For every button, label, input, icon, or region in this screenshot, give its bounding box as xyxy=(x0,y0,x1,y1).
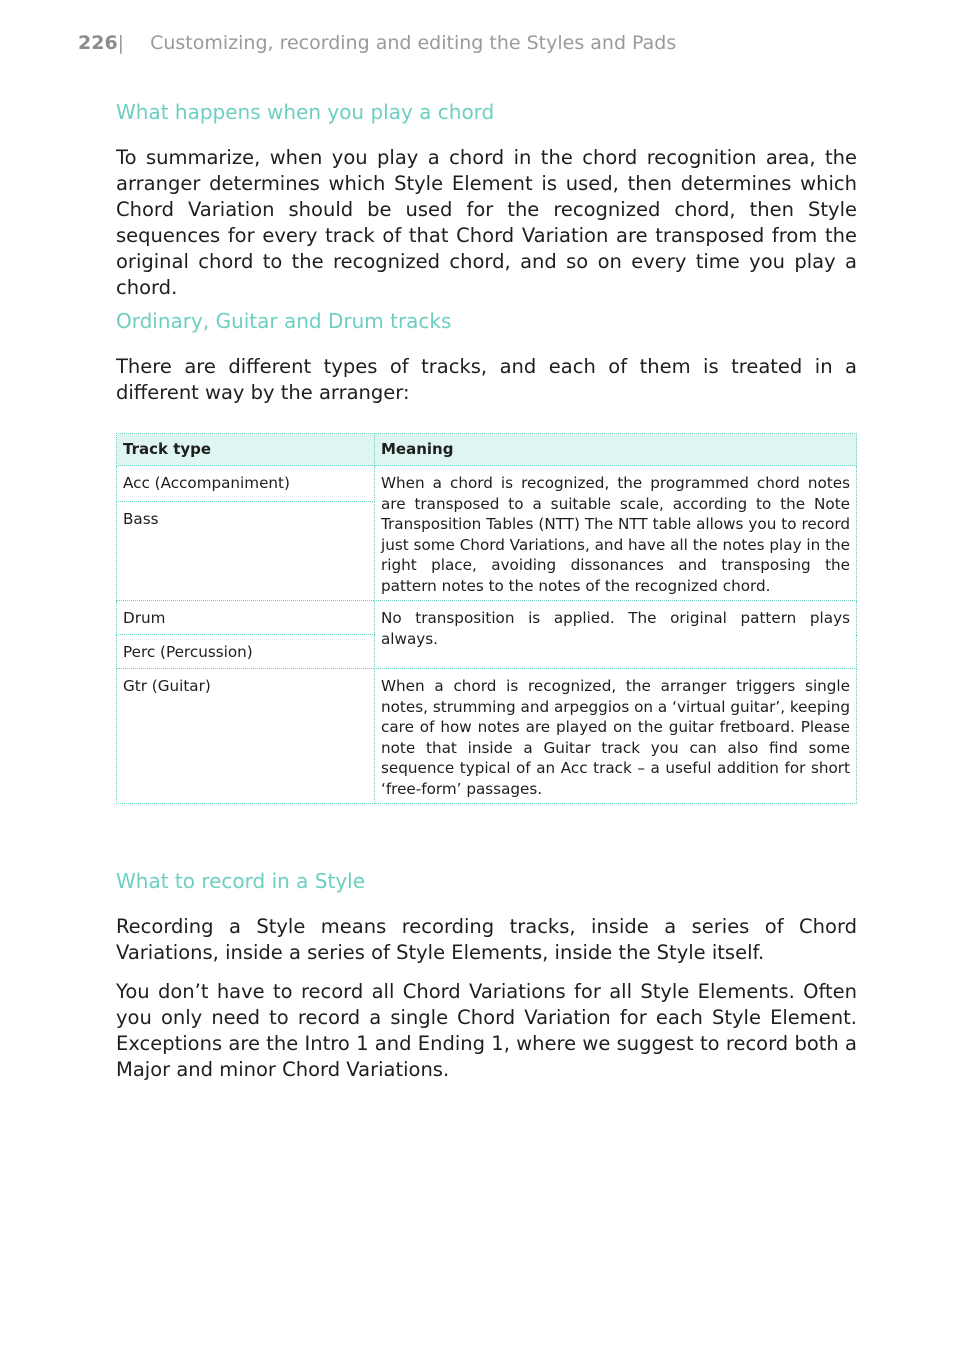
section-heading-play-chord: What happens when you play a chord xyxy=(116,100,495,124)
table-row xyxy=(117,669,857,804)
paragraph-chord-variations: You don’t have to record all Chord Variations for all Style Elements. Often you only need to record a single Chord Variation for each Style Element. Exceptions are the Intro 1 and Ending 1, where we suggest to record both a Major and minor Chord Variations. xyxy=(116,980,857,1081)
table-row xyxy=(117,466,857,502)
table-header-row xyxy=(117,434,857,466)
chapter-title: Customizing, recording and editing the Styles and Pads xyxy=(150,32,677,54)
section-heading-track-types: Ordinary, Guitar and Drum tracks xyxy=(116,309,452,333)
page-number: 226 xyxy=(78,32,118,54)
column-header-meaning: Meaning xyxy=(375,434,857,466)
track-type-cell: Perc (Percussion) xyxy=(117,635,375,669)
track-type-cell: Acc (Accompaniment) xyxy=(117,466,375,502)
meaning-cell: No transposition is applied. The original pattern plays always. xyxy=(375,601,857,669)
page-header xyxy=(78,32,676,54)
track-type-cell: Gtr (Guitar) xyxy=(117,669,375,804)
section-heading-what-to-record: What to record in a Style xyxy=(116,869,366,893)
paragraph-summary: To summarize, when you play a chord in the chord recognition area, the arranger determines which Style Element is used, then determines which Chord Variation should be used for the recognized chord, then Style sequences for every track of that Chord Variation are transposed from the original chord to the recognized chord, and so on every time you play a chord. xyxy=(116,146,857,299)
paragraph-track-types-intro: There are different types of tracks, and each of them is treated in a different way by the arranger: xyxy=(116,355,857,404)
paragraph-recording-style: Recording a Style means recording tracks, inside a series of Chord Variations, inside a series of Style Elements, inside the Style itself. xyxy=(116,915,857,964)
track-type-table xyxy=(116,433,857,804)
column-header-track-type: Track type xyxy=(117,434,375,466)
header-separator: | xyxy=(117,32,125,54)
table-row xyxy=(117,601,857,635)
meaning-cell: When a chord is recognized, the arranger triggers single notes, strumming and arpeggios on a ‘virtual guitar’, keeping care of how notes are played on the guitar fretboard. Please note that inside a Guitar track you can also find some sequence typical of an Acc track – a useful addition for short ‘free-form’ passages. xyxy=(375,669,857,804)
track-type-cell: Drum xyxy=(117,601,375,635)
meaning-cell: When a chord is recognized, the programmed chord notes are transposed to a suitable scale, according to the Note Transposition Tables (NTT) The NTT table allows you to record just some Chord Variations, and have all the notes play in the right place, avoiding dissonances and transposing the pattern notes to the notes of the recognized chord. xyxy=(375,466,857,601)
track-type-cell: Bass xyxy=(117,502,375,601)
